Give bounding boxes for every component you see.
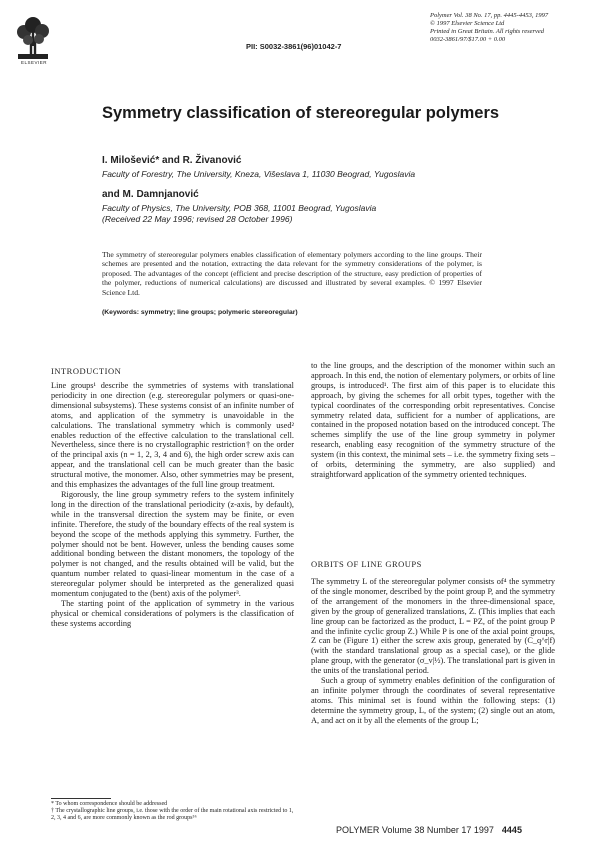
rights-line: Printed in Great Britain. All rights reserved	[430, 28, 545, 35]
copyright-line: © 1997 Elsevier Science Ltd	[430, 20, 505, 27]
intro-paragraph-1: Line groups¹ describe the symmetries of systems with translational periodicity in one direction (e.g. stereoregular polymers or quasi-one-dimensional subsystems). These systems consist of an infinite number of atoms, and application of the symmetry is unavoidable in the calculations. The translational symmetry which is commonly used² enables reduction of the effective calculation to the translational cell. Nevertheless, since there is no crystallographic restriction† on the order of the principal axis (n = 1, 2, 3, 4 and 6), the high order screw axis can appear, and the translational cell can be much greater than the basic structural motive, the monomer. Also, other symmetries may be present, and this emphasizes the advantages of the full line group treatment.	[51, 381, 294, 490]
page-number: 4445	[501, 825, 522, 835]
pii-identifier: PII: S0032-3861(96)01042-7	[246, 42, 342, 51]
footnote-rule	[51, 798, 111, 799]
authors-first: I. Milošević* and R. Živanović	[102, 155, 242, 166]
footnote-rod-groups: † The crystallographic line groups, i.e. those with the order of the main rotational axis restricted to 1, 2, 3, 4 and 6, are more commonly known as the rod groups⁵⁶	[51, 808, 294, 821]
orbits-heading: ORBITS OF LINE GROUPS	[311, 559, 422, 569]
orbits-paragraph-1: The symmetry L of the stereoregular polymer consists of⁴ the symmetry of the single monomer, described by the point group P, and the symmetry of the arrangement of the monomers in the three-dimensional space, given by the group of generalized translations, Z. (This implies that each line group can be factorized as the product, L = PZ, of the point group P and the infinite cyclic group Z.) While P is one of the axial point groups, Z can be (Figure 1) either the screw axis group, generated by (C_q^r|f) (with the standard translational group as a special case), or the glide plane group, with the generator (σ_v|½). The translational part is given in the units of the translational period.	[311, 577, 555, 676]
journal-info	[430, 12, 580, 44]
left-column	[51, 381, 294, 629]
footnote-corresponding: * To whom correspondence should be addressed	[51, 801, 168, 807]
issn-line: 0032-3861/97/$17.00 + 0.00	[430, 36, 506, 43]
abstract: The symmetry of stereoregular polymers enables classification of elementary polymers according to the line groups. Their schemes are presented and the notation, extracting the data relevant for the symmetry considerations of the polymer, is proposed. The advantages of the concept (efficient and precise description of the structure, easy prediction of properties of the polymer, reductions of numerical calculations) are discussed and illustrated by several examples. © 1997 Elsevier Science Ltd.	[102, 250, 482, 297]
intro-heading: INTRODUCTION	[51, 366, 122, 376]
affiliation-forestry: Faculty of Forestry, The University, Kneza, Višeslava 1, 11030 Beograd, Yugoslavia	[102, 169, 416, 179]
authors-second: and M. Damnjanović	[102, 189, 199, 200]
right-column-bottom	[311, 577, 555, 726]
publisher-name: ELSEVIER	[20, 60, 47, 65]
intro-paragraph-2: Rigorously, the line group symmetry refers to the system infinitely long in the direction of the translational periodicity (z-axis, by default), while in the transversal direction the system may be finite, or even infinite. Therefore, the study of the boundary effects of the real system is beyond the scope of the methods applying this symmetry. Further, the polymer should not be bent. However, unless the bending causes some additional bonding between the distant monomers, the topology of the polymer is not changed, and the results obtained will be valid, but the quantum number related to quasi-linear momentum in the case of a stereoregular polymer should be interpreted as the generalized quasi momentum conjugated to the (bent) axis of the polymer³.	[51, 489, 294, 599]
page-footer	[336, 825, 522, 835]
footer-journal: POLYMER Volume 38 Number 17 1997	[336, 825, 494, 835]
affiliation-physics: Faculty of Physics, The University, POB 368, 11001 Beograd, Yugoslavia	[102, 203, 377, 213]
elsevier-tree-logo	[14, 16, 52, 60]
keywords: (Keywords: symmetry; line groups; polymeric stereoregular)	[102, 309, 298, 316]
footnotes	[51, 801, 294, 822]
intro-paragraph-3: The starting point of the application of symmetry in the various physical or chemical considerations of polymers is the classification of these systems according	[51, 598, 294, 628]
orbits-paragraph-2: Such a group of symmetry enables definition of the configuration of an infinite polymer through the coordinates of several representative atoms. This minimal set is found within the following steps: (1) determine the symmetry group, L, of the system; (2) single out an atom, A, and act on it by all the elements of the group L;	[311, 676, 555, 725]
journal-citation: Polymer Vol. 38 No. 17, pp. 4445-4453, 1997	[430, 12, 549, 19]
intro-paragraph-4: to the line groups, and the description of the monomer within such an approach. In this end, the notion of elementary polymers, or orbits of line groups, is introduced¹. The first aim of this paper is to elucidate this approach, by giving the schemes for all orbit types, together with the typical coordinates of the corresponding orbit representatives. Concise symmetry related data, sufficient for a number of applications, are contained in the proposed notation based on the introduced concept. The schemes simplify the use of the line group symmetry in polymer research, enabling easy recognition of the symmetry structure of the system (in this context, the minimal sets – i.e. the symmetry fixing sets – of orbits, determining the symmetry, are also supplied) and straightforward application of the symmetry oriented techniques.	[311, 361, 555, 479]
received-dates: (Received 22 May 1996; revised 28 October 1996)	[102, 214, 293, 224]
elsevier-tree-icon	[14, 16, 52, 60]
paper-title: Symmetry classification of stereoregular polymers	[102, 104, 500, 122]
right-column-top	[311, 361, 555, 480]
